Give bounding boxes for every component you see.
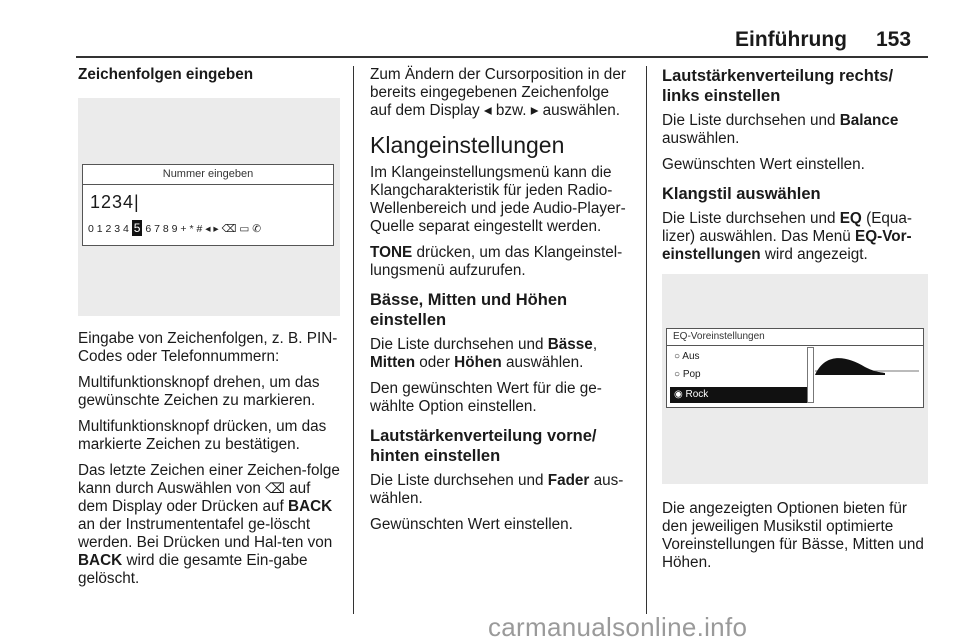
column-3 [662,66,928,580]
header-rule [76,56,928,58]
column-1 [78,66,340,596]
page-number: 153 [876,28,912,51]
paragraph: Die Liste durchsehen und Bässe, Mitten oder Höhen auswählen. [370,336,598,371]
figure-eq-presets [662,274,928,484]
subsection-heading: Lautstärkenverteilung rechts/ links einstellen [662,67,894,105]
paragraph: Das letzte Zeichen einer Zeichen-folge kann durch Auswählen von ⌫ auf dem Display oder Drücken auf BACK an der Instrumententafel ge-löscht werden. Bei Drücken und Hal-ten von BACK wird die gesamte Ein-gabe gelöscht. [78,462,340,587]
chapter-heading: Klangeinstellungen [370,132,565,158]
watermark: carmanualsonline.info [488,612,748,642]
header-title: Einführung [735,28,847,51]
paragraph: TONE drücken, um das Klangeinstel-lungsmenü aufzurufen. [370,244,623,279]
display-screen [82,164,334,246]
paragraph: Eingabe von Zeichenfolgen, z. B. PIN-Codes oder Telefonnummern: [78,330,338,365]
screen-title: EQ-Voreinstellungen [667,329,923,346]
paragraph: Multifunktionsknopf drehen, um das gewünschte Zeichen zu markieren. [78,374,320,409]
figure-number-entry [78,98,340,316]
scrollbar [807,347,814,403]
eq-curve-graphic [815,345,919,403]
subsection-heading: Lautstärkenverteilung vorne/ hinten einstellen [370,427,597,465]
column-divider-1 [353,66,354,614]
paragraph: Gewünschten Wert einstellen. [370,516,573,533]
paragraph: Zum Ändern der Cursorposition in der bereits eingegebenen Zeichenfolge auf dem Display ◂ bzw. ▸ auswählen. [370,66,626,119]
display-screen [666,328,924,408]
paragraph: Multifunktionsknopf drücken, um das markierte Zeichen zu bestätigen. [78,418,327,453]
section-heading: Zeichenfolgen eingeben [78,66,254,83]
keys-before: 0 1 2 3 4 [88,223,129,235]
selected-key: 5 [133,221,141,235]
column-2 [370,66,632,542]
subsection-heading: Bässe, Mitten und Höhen einstellen [370,291,568,329]
paragraph: Gewünschten Wert einstellen. [662,156,865,173]
delete-icon: ⌫ [265,480,285,496]
paragraph: Den gewünschten Wert für die ge-wählte Option einstellen. [370,380,602,415]
character-row [88,219,261,238]
paragraph: Im Klangeinstellungsmenü kann die Klangcharakteristik für jeden Radio-Wellenbereich und jede Audio-Player-Quelle separat eingestellt werden. [370,164,626,235]
paragraph: Die Liste durchsehen und EQ (Equa-lizer) auswählen. Das Menü EQ-Vor-einstellungen wird angezeigt. [662,210,913,263]
subsection-heading: Klangstil auswählen [662,185,821,203]
column-divider-2 [646,66,647,614]
paragraph: Die angezeigten Optionen bieten für den jeweiligen Musikstil optimierte Voreinstellungen für Bässe, Mitten und Höhen. [662,500,924,571]
eq-option: ○ Aus [674,351,700,362]
screen-title: Nummer eingeben [83,165,333,185]
eq-option: ○ Pop [674,369,701,380]
entry-field: 1234| [90,192,140,212]
paragraph: Die Liste durchsehen und Fader aus-wählen. [370,472,624,507]
paragraph: Die Liste durchsehen und Balance auswählen. [662,112,899,147]
keys-after: 6 7 8 9 + * # ◂ ▸ ⌫ ▭ ✆ [145,223,262,235]
eq-option-selected: ◉ Rock [670,387,808,403]
